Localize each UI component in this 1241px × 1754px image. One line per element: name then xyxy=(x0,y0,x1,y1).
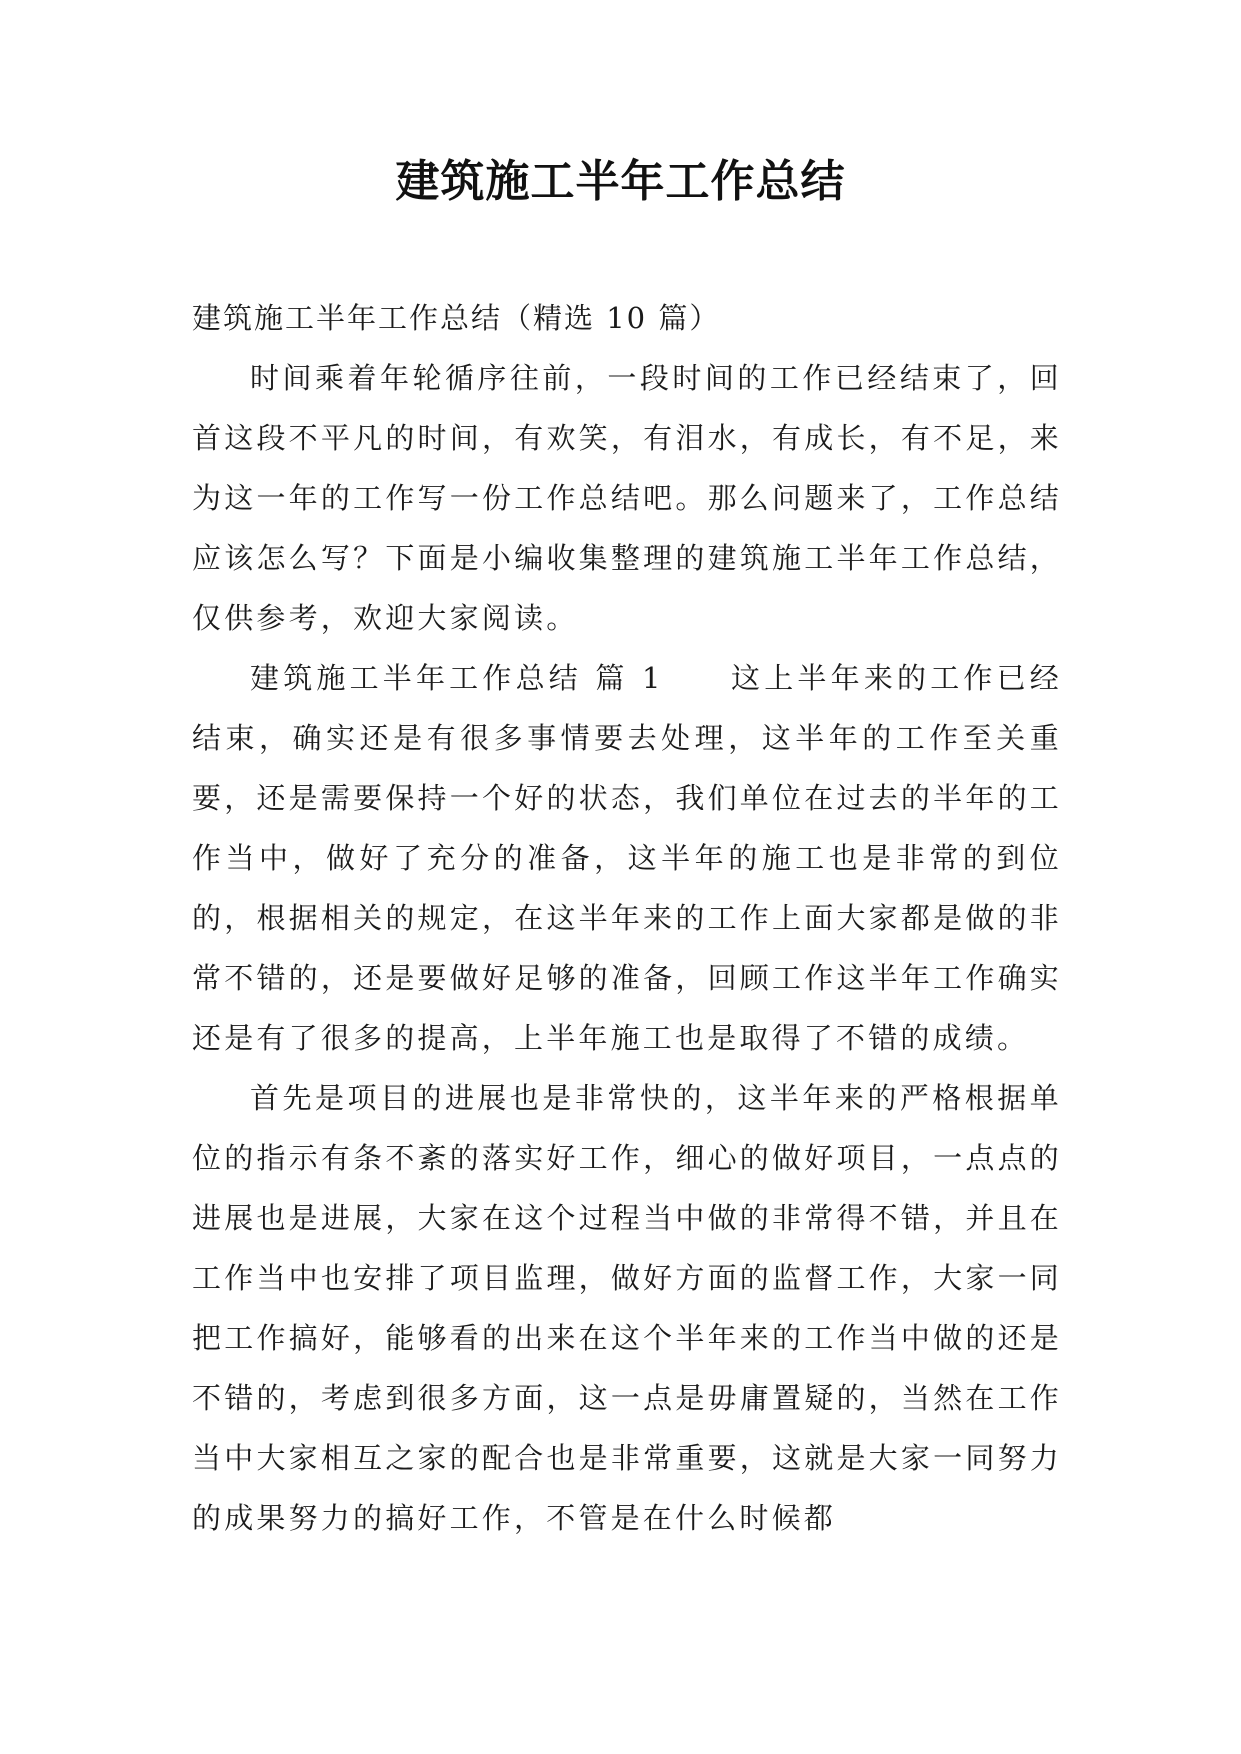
document-title: 建筑施工半年工作总结 xyxy=(395,156,846,207)
document-subtitle: 建筑施工半年工作总结（精选 10 篇） xyxy=(192,301,721,335)
document-body xyxy=(192,288,1062,1548)
paragraph-section-1: 建筑施工半年工作总结 篇 1 这上半年来的工作已经结束，确实还是有很多事情要去处理，这半年的工作至关重要，还是需要保持一个好的状态，我们单位在过去的半年的工作当中，做好了充分的准备，这半年的施工也是非常的到位的，根据相关的规定，在这半年来的工作上面大家都是做的非常不错的，还是要做好足够的准备，回顾工作这半年工作确实还是有了很多的提高，上半年施工也是取得了不错的成绩。 xyxy=(192,661,1062,1055)
paragraph-progress: 首先是项目的进展也是非常快的，这半年来的严格根据单位的指示有条不紊的落实好工作，细心的做好项目，一点点的进展也是进展，大家在这个过程当中做的非常得不错，并且在工作当中也安排了项目监理，做好方面的监督工作，大家一同把工作搞好，能够看的出来在这个半年来的工作当中做的还是不错的，考虑到很多方面，这一点是毋庸置疑的，当然在工作当中大家相互之家的配合也是非常重要，这就是大家一同努力的成果努力的搞好工作，不管是在什么时候都 xyxy=(192,1081,1062,1535)
paragraph-intro: 时间乘着年轮循序往前，一段时间的工作已经结束了，回首这段不平凡的时间，有欢笑，有泪水，有成长，有不足，来为这一年的工作写一份工作总结吧。那么问题来了，工作总结应该怎么写？下面是小编收集整理的建筑施工半年工作总结，仅供参考，欢迎大家阅读。 xyxy=(192,361,1062,635)
